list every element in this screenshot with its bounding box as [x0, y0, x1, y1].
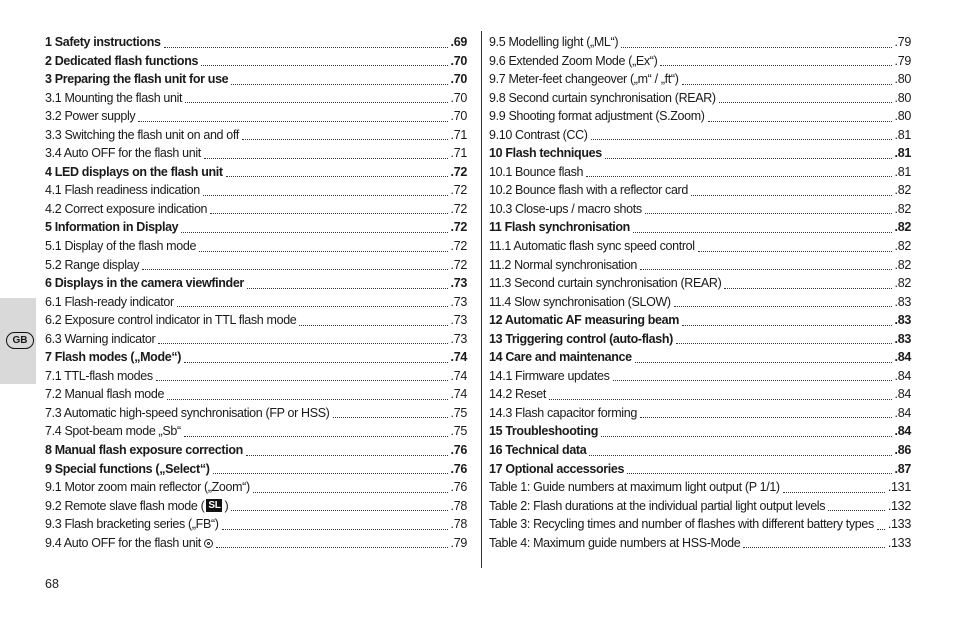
toc-entry[interactable] — [45, 256, 467, 275]
toc-entry-text: 9.6 Extended Zoom Mode („Ex“) — [489, 53, 658, 68]
toc-entry-text: 9.9 Shooting format adjustment (S.Zoom) — [489, 109, 705, 124]
dot-leader — [682, 325, 892, 326]
toc-entry-title — [45, 348, 181, 367]
toc-entry[interactable] — [45, 181, 467, 200]
toc-entry[interactable] — [45, 52, 467, 71]
dot-leader — [181, 232, 447, 233]
toc-entry-title — [489, 33, 618, 52]
toc-entry-page: .76 — [450, 461, 467, 476]
toc-entry[interactable] — [489, 348, 911, 367]
toc-entry-page: .82 — [894, 183, 911, 198]
toc-entry[interactable] — [45, 144, 467, 163]
toc-entry-text: 11.4 Slow synchronisation (SLOW) — [489, 294, 671, 309]
toc-entry-page: .78 — [450, 498, 467, 513]
toc-entry[interactable] — [489, 33, 911, 52]
toc-entry-text: 12 Automatic AF measuring beam — [489, 313, 680, 328]
dot-leader — [586, 176, 891, 177]
toc-entry-title — [489, 460, 624, 479]
toc-entry-text: 7.2 Manual flash mode — [45, 387, 165, 402]
dot-leader — [222, 529, 448, 530]
dot-leader — [708, 121, 892, 122]
toc-entry-text: 1 Safety instructions — [45, 35, 161, 49]
toc-entry[interactable] — [45, 478, 467, 497]
toc-entry-title — [489, 274, 721, 293]
dot-leader — [682, 84, 892, 85]
toc-entry[interactable] — [489, 144, 911, 163]
toc-entry-text: Table 1: Guide numbers at maximum light output (P 1/1) — [489, 480, 780, 495]
toc-entry-text: 9 Special functions („Select“) — [45, 461, 210, 476]
toc-entry-title — [45, 163, 223, 182]
toc-entry-title — [45, 237, 196, 256]
toc-entry-title — [45, 478, 250, 497]
dot-leader — [201, 65, 447, 66]
toc-entry-page: .82 — [894, 257, 911, 272]
toc-entry-page: .71 — [450, 146, 467, 161]
toc-entry-text: 13 Triggering control (auto-flash) — [489, 331, 673, 346]
toc-entry-page: .84 — [894, 405, 911, 420]
toc-entry-page: .82 — [894, 220, 911, 235]
toc-entry[interactable] — [45, 218, 467, 237]
toc-entry-page: .84 — [894, 387, 911, 402]
toc-entry-text: 15 Troubleshooting — [489, 424, 598, 439]
dot-leader — [645, 213, 892, 214]
toc-entry-text: 3.1 Mounting the flash unit — [45, 90, 183, 105]
toc-entry-title — [489, 367, 610, 386]
toc-entry[interactable] — [489, 534, 911, 553]
toc-entry-page: .72 — [450, 220, 467, 235]
toc-entry[interactable] — [489, 478, 911, 497]
dot-leader — [589, 455, 891, 456]
toc-entry-page: .84 — [894, 424, 911, 439]
dot-leader — [877, 529, 885, 530]
dot-leader — [674, 306, 892, 307]
toc-entry[interactable] — [45, 460, 467, 479]
toc-entry-text: 6.2 Exposure control indicator in TTL flash mode — [45, 313, 297, 328]
toc-entry-title — [489, 126, 588, 145]
toc-entry-title — [489, 311, 679, 330]
toc-entry-text: 11.1 Automatic flash sync speed control — [489, 239, 695, 254]
toc-entry-text: 9.3 Flash bracketing series („FB“) — [45, 517, 219, 532]
dot-leader — [138, 121, 447, 122]
toc-entry-page: .83 — [894, 331, 911, 346]
toc-entry[interactable] — [489, 163, 911, 182]
toc-entry-text: 6.1 Flash-ready indicator — [45, 294, 174, 309]
toc-entry-text: 5 Information in Display — [45, 220, 179, 235]
dot-leader — [199, 251, 447, 252]
toc-entry-title — [489, 144, 602, 163]
dot-leader — [210, 213, 447, 214]
toc-entry-text: 14 Care and maintenance — [489, 350, 632, 365]
toc-entry-page: .73 — [450, 294, 467, 309]
toc-entry[interactable] — [45, 107, 467, 126]
toc-entry[interactable] — [45, 441, 467, 460]
toc-entry-text: 3.2 Power supply — [45, 109, 136, 124]
toc-entry[interactable] — [45, 33, 467, 52]
toc-entry-title — [45, 385, 164, 404]
toc-entry-title — [489, 70, 679, 89]
toc-entry-text: 14.3 Flash capacitor forming — [489, 405, 637, 420]
toc-entry-page: .133 — [887, 517, 911, 532]
toc-entry-title — [489, 181, 688, 200]
toc-entry-page: .74 — [450, 387, 467, 402]
toc-entry[interactable] — [45, 385, 467, 404]
toc-entry[interactable] — [45, 422, 467, 441]
toc-entry-title — [489, 515, 874, 534]
toc-entry-page: .72 — [450, 257, 467, 272]
toc-entry-text: 3.3 Switching the flash unit on and off — [45, 127, 239, 142]
dot-leader — [299, 325, 447, 326]
dot-leader — [246, 455, 448, 456]
toc-entry[interactable] — [489, 70, 911, 89]
dot-leader — [177, 306, 448, 307]
dot-leader — [247, 288, 448, 289]
toc-entry-page: .131 — [887, 480, 911, 495]
toc-entry[interactable] — [45, 274, 467, 293]
toc-entry-title — [45, 367, 153, 386]
toc-entry-text: 16 Technical data — [489, 443, 587, 458]
toc-entry[interactable] — [489, 52, 911, 71]
toc-entry-title — [489, 441, 586, 460]
toc-entry[interactable] — [489, 311, 911, 330]
toc-entry-title — [45, 218, 178, 237]
toc-entry-title — [45, 404, 330, 423]
dot-leader — [158, 343, 447, 344]
toc-entry-page: .81 — [894, 164, 911, 179]
language-badge: GB — [6, 332, 34, 349]
column-divider — [481, 31, 482, 568]
toc-entry-page: .81 — [894, 146, 911, 161]
toc-entry-page: .69 — [450, 35, 467, 49]
toc-entry[interactable] — [489, 385, 911, 404]
toc-entry-title — [45, 33, 161, 52]
toc-entry-page: .70 — [450, 109, 467, 124]
dot-leader — [333, 417, 448, 418]
toc-entry-title — [45, 497, 228, 516]
dot-leader — [253, 492, 448, 493]
toc-entry-text: 9.10 Contrast (CC) — [489, 127, 588, 142]
toc-entry-text: 3 Preparing the flash unit for use — [45, 72, 229, 87]
toc-entry-title — [45, 460, 210, 479]
toc-entry[interactable] — [489, 218, 911, 237]
toc-entry-text: 9.4 Auto OFF for the flash unit — [45, 535, 201, 550]
dot-leader — [231, 510, 447, 511]
toc-entry-title — [489, 348, 632, 367]
toc-entry-title — [489, 163, 583, 182]
toc-entry-page: .72 — [450, 239, 467, 254]
toc-entry-page: .82 — [894, 201, 911, 216]
toc-entry-text: 11.2 Normal synchronisation — [489, 257, 638, 272]
toc-entry-text: 7.4 Spot-beam mode „Sb“ — [45, 424, 181, 439]
toc-entry-title — [45, 107, 135, 126]
toc-entry-title — [489, 404, 637, 423]
dot-leader — [743, 547, 884, 548]
toc-entry-page: .70 — [450, 72, 467, 87]
toc-entry-page: .133 — [887, 535, 911, 550]
toc-entry[interactable] — [489, 89, 911, 108]
toc-entry-page: .73 — [450, 276, 467, 291]
toc-entry-text: 11 Flash synchronisation — [489, 220, 630, 235]
toc-entry-page: .84 — [894, 368, 911, 383]
toc-entry[interactable] — [489, 126, 911, 145]
dot-leader — [164, 47, 448, 48]
toc-entry[interactable] — [489, 460, 911, 479]
toc-entry-text: 9.7 Meter-feet changeover („m“ / „ft“) — [489, 72, 679, 87]
dot-leader — [676, 343, 892, 344]
toc-entry-page: .78 — [450, 517, 467, 532]
dot-leader — [621, 47, 891, 48]
toc-entry[interactable] — [45, 348, 467, 367]
dot-leader — [549, 399, 892, 400]
toc-entry-text: 4.1 Flash readiness indication — [45, 183, 200, 198]
toc-entry-text: 9.8 Second curtain synchronisation (REAR) — [489, 90, 716, 105]
toc-entry-title — [489, 52, 657, 71]
toc-entry-page: .87 — [894, 461, 911, 476]
toc-entry[interactable] — [45, 367, 467, 386]
dot-leader — [724, 288, 891, 289]
toc-entry[interactable] — [489, 497, 911, 516]
toc-entry-page: .132 — [887, 498, 911, 513]
toc-entry-title — [45, 515, 219, 534]
toc-entry-text: 10 Flash techniques — [489, 146, 602, 161]
dot-leader — [142, 269, 447, 270]
dot-leader — [591, 139, 892, 140]
toc-entry-page: .80 — [894, 72, 911, 87]
toc-entry[interactable] — [489, 367, 911, 386]
dot-leader — [203, 195, 448, 196]
toc-entry-title — [489, 237, 695, 256]
toc-entry-page: .83 — [894, 313, 911, 328]
toc-entry-text: 8 Manual flash exposure correction — [45, 443, 243, 458]
toc-entry-page: .80 — [894, 90, 911, 105]
toc-entry-text: 9.1 Motor zoom main reflector („Zoom“) — [45, 480, 250, 495]
toc-entry-title — [489, 330, 673, 349]
toc-entry[interactable] — [489, 515, 911, 534]
toc-entry-page: .82 — [894, 276, 911, 291]
toc-entry-text: 7.1 TTL-flash modes — [45, 368, 153, 383]
toc-entry-text: 5.2 Range display — [45, 257, 140, 272]
dot-leader — [719, 102, 892, 103]
dot-leader — [660, 65, 891, 66]
toc-entry-page: .83 — [894, 294, 911, 309]
toc-entry-text: 9.5 Modelling light („ML“) — [489, 35, 619, 49]
dot-leader — [242, 139, 448, 140]
toc-entry[interactable] — [45, 534, 467, 553]
toc-entry-title — [489, 293, 671, 312]
dot-leader — [783, 492, 885, 493]
dot-leader — [613, 380, 892, 381]
dot-leader — [828, 510, 885, 511]
dot-leader — [633, 232, 892, 233]
dot-leader — [691, 195, 892, 196]
toc-entry-title — [45, 256, 139, 275]
toc-entry-title — [45, 52, 198, 71]
toc-entry-page: .73 — [450, 331, 467, 346]
toc-entry-title — [489, 218, 630, 237]
toc-entry-title — [489, 89, 716, 108]
toc-entry-text: 9.2 Remote slave flash mode ( — [45, 498, 205, 513]
dot-leader — [184, 362, 447, 363]
toc-entry-text: 10.2 Bounce flash with a reflector card — [489, 183, 688, 198]
dot-leader — [216, 547, 448, 548]
toc-entry-title — [45, 126, 239, 145]
toc-entry-page: .79 — [894, 53, 911, 68]
toc-entry[interactable] — [45, 237, 467, 256]
dot-leader — [627, 473, 891, 474]
toc-entry[interactable] — [489, 107, 911, 126]
toc-entry[interactable] — [45, 404, 467, 423]
toc-entry-text: 3.4 Auto OFF for the flash unit — [45, 146, 201, 161]
dot-leader — [698, 251, 892, 252]
toc-entry-title — [489, 256, 637, 275]
toc-entry-page: .71 — [450, 127, 467, 142]
toc-entry-title — [45, 534, 213, 553]
toc-entry-title — [489, 385, 546, 404]
dot-leader — [226, 176, 448, 177]
dot-leader — [640, 417, 892, 418]
toc-right-column — [489, 33, 911, 552]
dot-leader — [156, 380, 448, 381]
toc-entry-page: .72 — [450, 201, 467, 216]
toc-entry-text: 7 Flash modes („Mode“) — [45, 350, 182, 365]
toc-entry-title — [45, 441, 243, 460]
toc-entry-page: .80 — [894, 109, 911, 124]
toc-entry-text: 10.3 Close-ups / macro shots — [489, 201, 642, 216]
dot-leader — [185, 102, 447, 103]
toc-entry-text: 4 LED displays on the flash unit — [45, 164, 223, 179]
toc-entry-text: 7.3 Automatic high-speed synchronisation (FP or HSS) — [45, 405, 330, 420]
toc-entry-title — [489, 534, 740, 553]
toc-entry-text: 6.3 Warning indicator — [45, 331, 156, 346]
toc-entry-title — [45, 330, 155, 349]
toc-entry[interactable] — [489, 330, 911, 349]
toc-entry-text: Table 2: Flash durations at the individual partial light output levels — [489, 498, 826, 513]
toc-entry-text: 6 Displays in the camera viewfinder — [45, 276, 244, 291]
toc-entry-title — [489, 478, 780, 497]
toc-entry-page: .75 — [450, 405, 467, 420]
toc-entry[interactable] — [45, 89, 467, 108]
toc-entry-page: .74 — [450, 350, 467, 365]
toc-entry-text: 5.1 Display of the flash mode — [45, 239, 197, 254]
toc-entry-page: .82 — [894, 239, 911, 254]
dot-leader — [204, 158, 448, 159]
toc-entry[interactable] — [45, 163, 467, 182]
dot-leader — [231, 84, 447, 85]
toc-entry[interactable] — [489, 441, 911, 460]
toc-entry-title — [45, 200, 207, 219]
toc-entry-title — [45, 274, 244, 293]
toc-entry-title — [45, 89, 182, 108]
toc-entry-title — [45, 422, 181, 441]
toc-entry[interactable] — [45, 126, 467, 145]
toc-entry-text: 14.2 Reset — [489, 387, 546, 402]
toc-left-column — [45, 33, 467, 552]
toc-entry-page: .79 — [450, 535, 467, 550]
toc-entry-text: Table 3: Recycling times and number of flashes with different battery types — [489, 517, 874, 532]
toc-entry-title — [45, 293, 174, 312]
slave-mode-icon: SL — [208, 499, 221, 511]
toc-entry-text: Table 4: Maximum guide numbers at HSS-Mode — [489, 535, 741, 550]
toc-entry-title — [489, 107, 705, 126]
toc-entry-title — [45, 70, 228, 89]
toc-entry-page: .74 — [450, 368, 467, 383]
toc-entry-title — [45, 144, 201, 163]
toc-entry[interactable] — [45, 311, 467, 330]
toc-entry[interactable] — [45, 497, 467, 516]
toc-entry-page: .70 — [450, 53, 467, 68]
toc-entry[interactable] — [45, 330, 467, 349]
page-number: 68 — [45, 577, 59, 591]
toc-entry-title — [489, 497, 825, 516]
toc-entry-text: 17 Optional accessories — [489, 461, 625, 476]
dot-leader — [601, 436, 892, 437]
dot-leader — [640, 269, 891, 270]
toc-entry[interactable] — [489, 404, 911, 423]
dot-leader — [167, 399, 447, 400]
toc-entry[interactable] — [489, 181, 911, 200]
toc-entry[interactable] — [489, 422, 911, 441]
toc-entry[interactable] — [489, 200, 911, 219]
dot-leader — [184, 436, 448, 437]
toc-entry-text: 10.1 Bounce flash — [489, 164, 584, 179]
toc-entry-text: 11.3 Second curtain synchronisation (REAR) — [489, 276, 722, 291]
toc-entry[interactable] — [45, 70, 467, 89]
toc-entry-page: .72 — [450, 164, 467, 179]
toc-entry[interactable] — [45, 515, 467, 534]
toc-entry[interactable] — [45, 293, 467, 312]
toc-entry-page: .86 — [894, 443, 911, 458]
toc-entry[interactable] — [489, 274, 911, 293]
toc-entry-page: .75 — [450, 424, 467, 439]
toc-entry[interactable] — [489, 237, 911, 256]
toc-entry[interactable] — [45, 200, 467, 219]
toc-entry-text: 4.2 Correct exposure indication — [45, 201, 208, 216]
toc-entry-page: .76 — [450, 443, 467, 458]
toc-entry-text-suffix: ) — [224, 498, 229, 513]
toc-entry-page: .81 — [894, 127, 911, 142]
toc-entry-page: .84 — [894, 350, 911, 365]
toc-entry-text: 14.1 Firmware updates — [489, 368, 610, 383]
dot-leader — [635, 362, 892, 363]
dot-leader — [605, 158, 892, 159]
toc-entry[interactable] — [489, 293, 911, 312]
dot-leader — [213, 473, 448, 474]
toc-entry-title — [489, 422, 598, 441]
toc-entry[interactable] — [489, 256, 911, 275]
toc-entry-text: 2 Dedicated flash functions — [45, 53, 199, 68]
toc-entry-title — [45, 311, 296, 330]
toc-entry-page: .73 — [450, 313, 467, 328]
toc-entry-title — [45, 181, 200, 200]
auto-off-icon — [204, 539, 213, 548]
toc-entry-page: .70 — [450, 90, 467, 105]
toc-entry-page: .72 — [450, 183, 467, 198]
toc-entry-page: .79 — [894, 35, 911, 49]
toc-entry-title — [489, 200, 642, 219]
toc-entry-page: .76 — [450, 480, 467, 495]
